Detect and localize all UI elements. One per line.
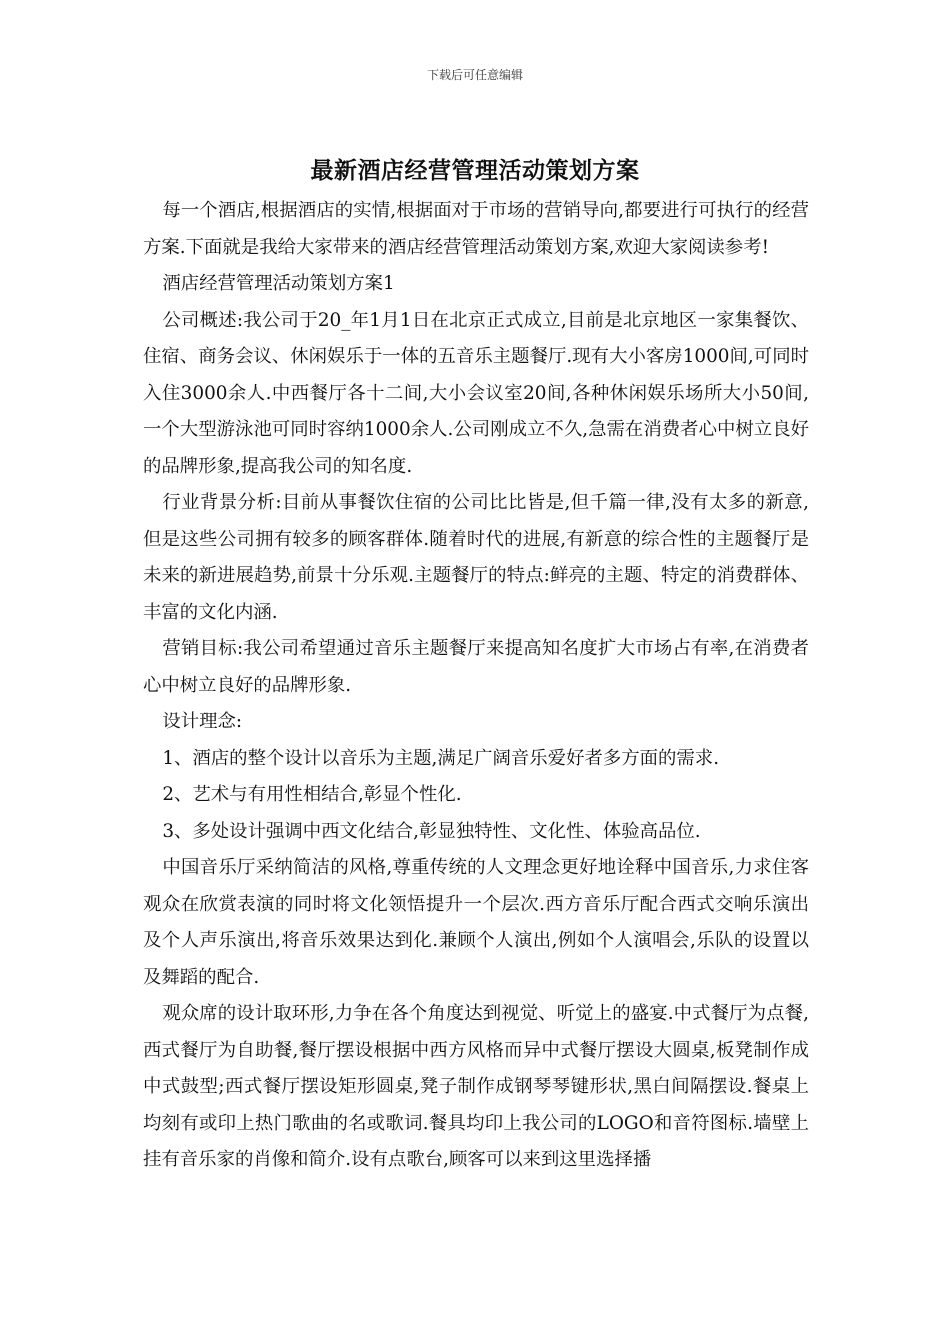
company-overview-paragraph: 公司概述:我公司于20_年1月1日在北京正式成立,目前是北京地区一家集餐饮、住宿、商务会议、休闲娱乐于一体的五音乐主题餐厅.现有大小客房1000间,可同时入住3000余人.中西餐厅各十二间,大小会议室20间,各种休闲娱乐场所大小50间,一个大型游泳池可同时容纳1000余人.公司刚成立不久,急需在消费者心中树立良好的品牌形象,提高我公司的知名度. (143, 309, 809, 477)
industry-background-paragraph: 行业背景分析:目前从事餐饮住宿的公司比比皆是,但千篇一律,没有太多的新意,但是这些公司拥有较多的顾客群体.随着时代的进展,有新意的综合性的主题餐厅是未来的新进展趋势,前景十分乐观.主题餐厅的特点:鲜亮的主题、特定的消费群体、丰富的文化内涵. (143, 492, 809, 623)
music-hall-paragraph: 中国音乐厅采纳简洁的风格,尊重传统的人文理念更好地诠释中国音乐,力求住客观众在欣赏表演的同时将文化领悟提升一个层次.西方音乐厅配合西式交响乐演出及个人声乐演出,将音乐效果达到化.兼顾个人演出,例如个人演唱会,乐队的设置以及舞蹈的配合. (143, 857, 809, 988)
audience-seating-paragraph: 观众席的设计取环形,力争在各个角度达到视觉、听觉上的盛宴.中式餐厅为点餐,西式餐厅为自助餐,餐厅摆设根据中西方风格而异中式餐厅摆设大圆桌,板凳制作成中式鼓型;西式餐厅摆设矩形圆桌,凳子制作成钢琴琴键形状,黑白间隔摆设.餐桌上均刻有或印上热门歌曲的名或歌词.餐具均印上我公司的LOGO和音符图标.墙壁上挂有音乐家的肖像和简介.设有点歌台,顾客可以来到这里选择播 (143, 1003, 809, 1170)
design-item-2: 2、艺术与有用性相结合,彰显个性化. (162, 784, 462, 805)
design-concept-label: 设计理念: (162, 711, 243, 732)
document-body (143, 193, 809, 1179)
design-item-1: 1、酒店的整个设计以音乐为主题,满足广阔音乐爱好者多方面的需求. (162, 747, 720, 769)
intro-paragraph: 每一个酒店,根据酒店的实情,根据面对于市场的营销导向,都要进行可执行的经营方案.下面就是我给大家带来的酒店经营管理活动策划方案,欢迎大家阅读参考! (143, 200, 809, 258)
section-heading: 酒店经营管理活动策划方案1 (162, 273, 395, 294)
marketing-goal-paragraph: 营销目标:我公司希望通过音乐主题餐厅来提高知名度扩大市场占有率,在消费者心中树立良好的品牌形象. (143, 638, 809, 696)
document-title: 最新酒店经营管理活动策划方案 (310, 157, 640, 184)
design-item-3: 3、多处设计强调中西文化结合,彰显独特性、文化性、体验高品位. (162, 820, 701, 842)
page-header-note: 下载后可任意编辑 (426, 68, 523, 82)
